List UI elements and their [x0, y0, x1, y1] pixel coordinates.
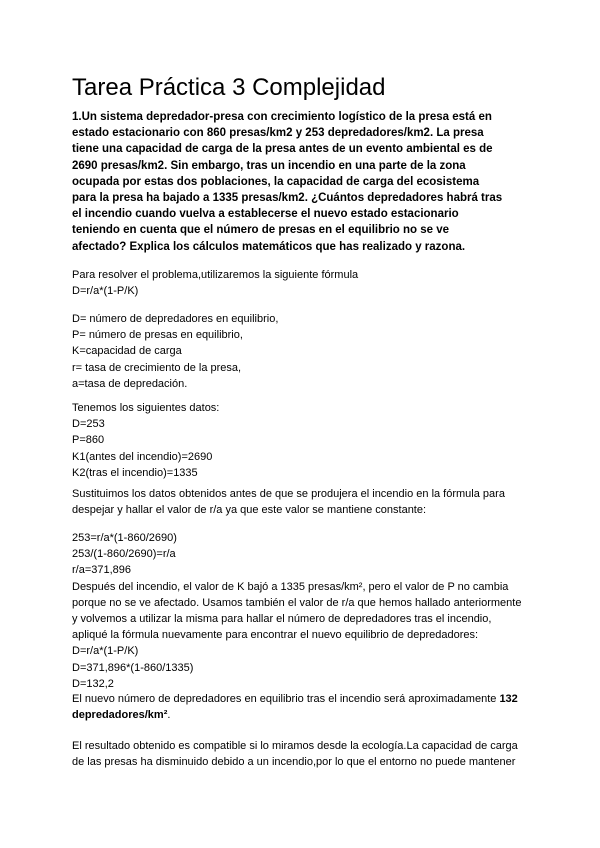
result-line	[72, 691, 518, 707]
formula: D=r/a*(1-P/K)	[72, 285, 139, 298]
data-value: K2(tras el incendio)=1335	[72, 466, 198, 479]
calculation-line: D=r/a*(1-P/K)	[72, 645, 139, 658]
question-line: para la presa ha bajado a 1335 presas/km2. ¿Cuántos depredadores habrá tras	[72, 191, 503, 204]
data-value: D=253	[72, 418, 105, 431]
calculation-line: 253=r/a*(1-860/2690)	[72, 532, 177, 544]
question-line: afectado? Explica los cálculos matemáticos que has realizado y razona.	[72, 240, 466, 253]
result-value: 132	[499, 693, 518, 705]
data-value: K1(antes del incendio)=2690	[72, 450, 213, 463]
result-text: El nuevo número de depredadores en equilibrio tras el incendio será aproximadamente	[72, 693, 500, 705]
definitions-list	[72, 311, 278, 392]
definition-item: K=capacidad de carga	[72, 345, 182, 358]
data-section	[72, 400, 219, 481]
definition-item: r= tasa de crecimiento de la presa,	[72, 361, 242, 374]
result-unit: depredadores/km²	[72, 709, 168, 722]
substitution-paragraph	[72, 486, 505, 518]
calculation-line: 253/(1-860/2690)=r/a	[72, 548, 176, 561]
conclusion-paragraph	[72, 738, 518, 770]
question-line: ocupada por estas dos poblaciones, la capacidad de carga del ecosistema	[72, 175, 480, 188]
data-intro: Tenemos los siguientes datos:	[72, 402, 220, 414]
question-line: 1.Un sistema depredador-presa con crecimiento logístico de la presa está en	[72, 111, 492, 123]
definition-item: P= número de presas en equilibrio,	[72, 329, 243, 342]
paragraph-line: apliqué la fórmula nuevamente para encontrar el nuevo equilibrio de depredadores:	[72, 629, 479, 642]
calculation-block	[72, 530, 521, 692]
definition-item: a=tasa de depredación.	[72, 377, 188, 390]
paragraph-line: Después del incendio, el valor de K bajó a 1335 presas/km², pero el valor de P no cambia	[72, 580, 509, 593]
paragraph-line: porque no se ve afectado. Usamos también el valor de r/a que hemos hallado anteriormente	[72, 596, 522, 609]
calculation-line: D=371,896*(1-860/1335)	[72, 661, 194, 674]
data-value: P=860	[72, 434, 105, 447]
paragraph-line: El resultado obtenido es compatible si lo miramos desde la ecología.La capacidad de carga	[72, 740, 518, 752]
paragraph-line: y volvemos a utilizar la misma para hallar el número de depredadores tras el incendio,	[72, 612, 492, 625]
result-text: .	[167, 709, 171, 722]
result-paragraph	[72, 691, 518, 723]
question-line: estado estacionario con 860 presas/km2 y 253 depredadores/km2. La presa	[72, 127, 484, 140]
document-title: Tarea Práctica 3 Complejidad	[72, 74, 386, 101]
paragraph-line: despejar y hallar el valor de r/a ya que este valor se mantiene constante:	[72, 504, 427, 517]
calculation-line: r/a=371,896	[72, 564, 132, 577]
calculation-line: D=132,2	[72, 677, 114, 690]
definition-item: D= número de depredadores en equilibrio,	[72, 313, 279, 325]
paragraph-line: Para resolver el problema,utilizaremos la siguiente fórmula	[72, 269, 359, 281]
paragraph-line: de las presas ha disminuido debido a un incendio,por lo que el entorno no puede mantener	[72, 756, 516, 769]
paragraph-line: Sustituimos los datos obtenidos antes de que se produjera el incendio en la fórmula para	[72, 488, 505, 500]
question-line: el incendio cuando vuelva a establecerse el nuevo estado estacionario	[72, 208, 459, 221]
question-line: teniendo en cuenta que el número de presas en el equilibrio no se ve	[72, 224, 450, 237]
result-line	[72, 707, 518, 723]
formula-intro	[72, 267, 358, 299]
question-block	[72, 109, 502, 255]
question-line: 2690 presas/km2. Sin embargo, tras un incendio en una parte de la zona	[72, 159, 466, 172]
question-line: tiene una capacidad de carga de la presa antes de un evento ambiental es de	[72, 143, 493, 156]
